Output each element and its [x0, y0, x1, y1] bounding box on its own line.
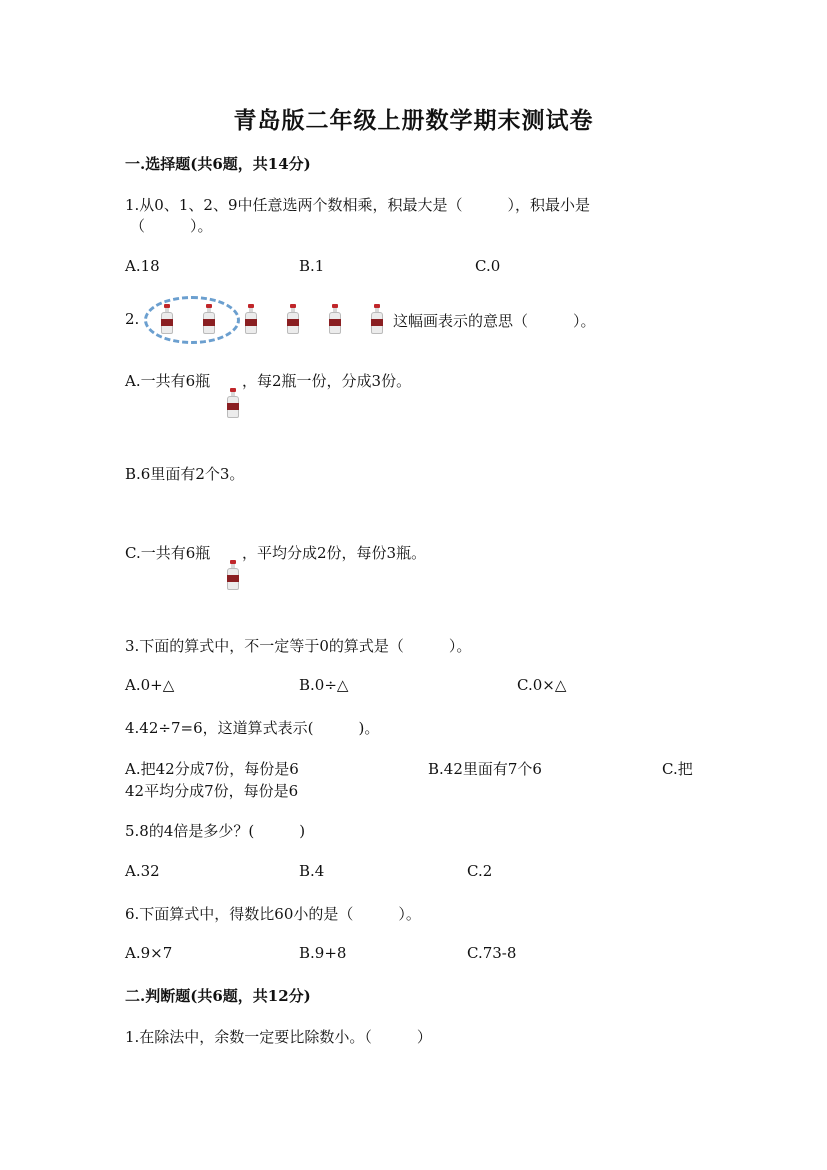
q4-text: 4.42÷7=6，这道算式表示( )。	[125, 719, 380, 737]
water-bottle-icon	[286, 304, 300, 334]
q3-option-b[interactable]: B.0÷△	[299, 676, 349, 694]
q2-option-b[interactable]: B.6里面有2个3。	[125, 465, 245, 483]
q6-option-c[interactable]: C.73-8	[467, 944, 517, 962]
q1-option-b[interactable]: B.1	[299, 257, 325, 275]
q2-option-c-suffix[interactable]: ，平均分成2份，每份3瓶。	[242, 544, 427, 562]
q2-text: 这幅画表示的意思（ ）。	[393, 312, 596, 330]
q3-option-c[interactable]: C.0×△	[517, 676, 567, 694]
page-title: 青岛版二年级上册数学期末测试卷	[233, 107, 594, 134]
q1-option-c[interactable]: C.0	[475, 257, 501, 275]
q2-option-a-suffix[interactable]: ，每2瓶一份，分成3份。	[242, 372, 412, 390]
q3-text: 3.下面的算式中，不一定等于0的算式是（ ）。	[125, 637, 472, 655]
water-bottle-icon	[370, 304, 384, 334]
q2-option-a-prefix[interactable]: A.一共有6瓶	[125, 372, 211, 390]
q4-option-c[interactable]: C.把	[662, 760, 693, 778]
q3-option-a[interactable]: A.0+△	[125, 676, 175, 694]
dashed-oval-group-icon	[144, 296, 240, 344]
water-bottle-icon	[226, 560, 240, 590]
q6-text: 6.下面算式中，得数比60小的是（ ）。	[125, 905, 421, 923]
q4-option-a[interactable]: A.把42分成7份，每份是6	[125, 760, 299, 778]
water-bottle-icon	[226, 388, 240, 418]
q1-option-a[interactable]: A.18	[125, 257, 160, 275]
water-bottle-icon	[202, 304, 216, 334]
q5-option-c[interactable]: C.2	[467, 862, 493, 880]
q4-option-c-continued[interactable]: 42平均分成7份，每份是6	[125, 782, 299, 800]
water-bottle-icon	[160, 304, 174, 334]
q1-text-line2: （ ）。	[130, 217, 213, 235]
water-bottle-icon	[328, 304, 342, 334]
s2-q1-text: 1.在除法中，余数一定要比除数小。（ ）	[125, 1028, 432, 1046]
section1-heading: 一.选择题(共6题，共14分)	[125, 155, 311, 173]
q4-option-b[interactable]: B.42里面有7个6	[428, 760, 542, 778]
water-bottle-icon	[244, 304, 258, 334]
q2-option-c-prefix[interactable]: C.一共有6瓶	[125, 544, 211, 562]
q1-text-line1: 1.从0、1、2、9中任意选两个数相乘，积最大是（ ），积最小是	[125, 196, 590, 214]
q6-option-a[interactable]: A.9×7	[125, 944, 173, 962]
q5-option-a[interactable]: A.32	[125, 862, 160, 880]
q5-option-b[interactable]: B.4	[299, 862, 325, 880]
q5-text: 5.8的4倍是多少？( )	[125, 822, 306, 840]
section2-heading: 二.判断题(共6题，共12分)	[125, 987, 311, 1005]
q2-number: 2.	[125, 310, 140, 328]
q6-option-b[interactable]: B.9+8	[299, 944, 347, 962]
